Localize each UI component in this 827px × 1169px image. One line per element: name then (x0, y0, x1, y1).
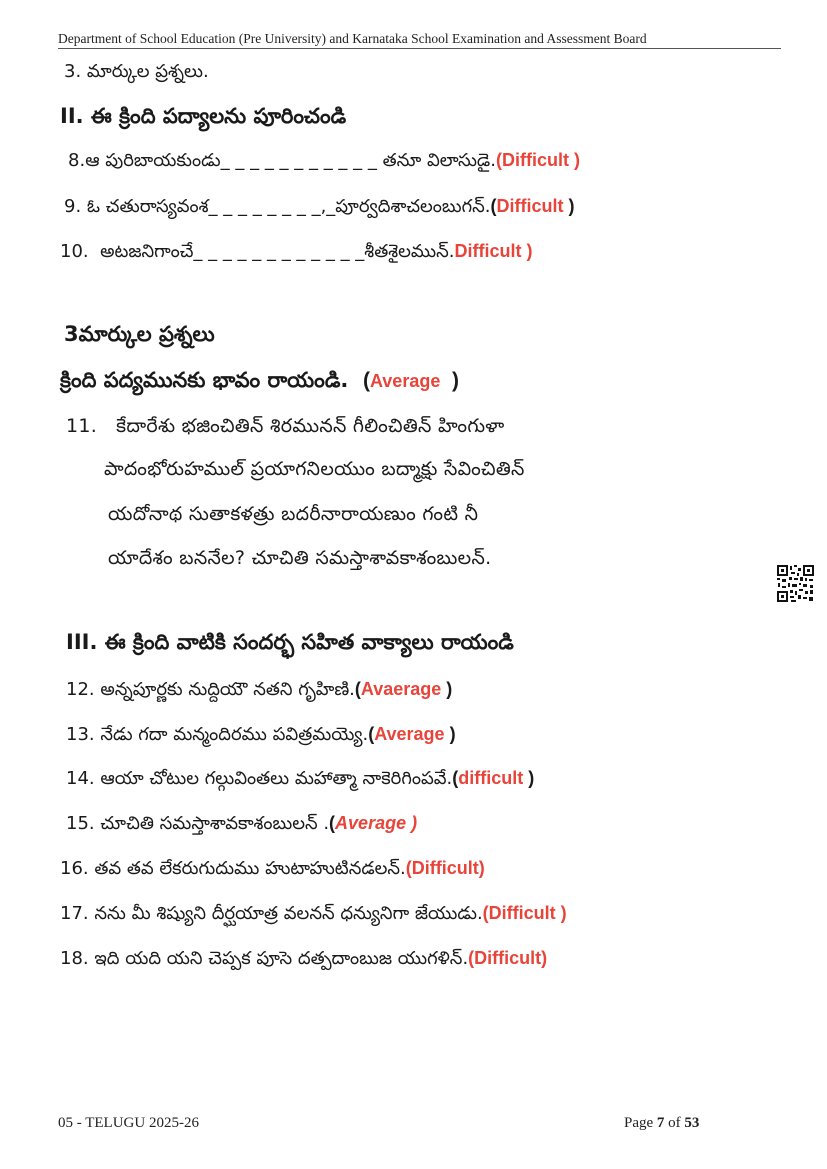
question-text: ఇది యది యని చెప్పక పూసె దత్పదాంబుజ యుగళిన్. (94, 948, 469, 969)
question-15: 15. చూచితి సమస్తాశావకాశంబులన్ .(Average ) (66, 813, 418, 834)
question-number: 14. (66, 768, 95, 789)
bhavam-heading: క్రింది పద్యమునకు భావం రాయండి. (Average ) (60, 368, 460, 392)
question-11-line-3: యదోనాథ సుతాకళత్రు బదరీనారాయణుం గంటి నీ (108, 503, 479, 525)
difficulty-close: ) (563, 196, 575, 216)
difficulty-close: ) (568, 150, 580, 170)
question-text: ఆయా చోటుల గల్గువింతలు మహాత్మా నాకెరిగింపవే. (100, 768, 453, 789)
question-11-line-1 (66, 414, 505, 438)
question-16: 16. తవ తవ లేకరుగుదుము హుటాహుటినడలన్.(Difficult) (60, 858, 485, 879)
question-18: 18. ఇది యది యని చెప్పక పూసె దత్పదాంబుజ యుగళిన్.(Difficult) (60, 948, 548, 969)
question-text: నను మీ శిష్యుని దీర్ఘయాత్ర వలనన్ ధన్యునిగా జేయుడు. (94, 903, 483, 924)
footer-left: 05 - TELUGU 2025-26 (58, 1115, 199, 1131)
difficulty-tag: Difficult) (474, 948, 548, 968)
question-text: ఆ పురిబాయకుండు_ _ _ _ _ _ _ _ _ _ _ తనూ విలాసుడై. (85, 150, 496, 171)
difficulty-open: ( (495, 150, 502, 170)
page-number: Page 7 of 53 (624, 1115, 700, 1131)
page-header: Department of School Education (Pre University) and Karnataka School Examination and Assessment Board (58, 31, 781, 49)
question-number: 18. (60, 948, 89, 969)
question-text: నేడు గదా మన్మందిరము పవిత్రమయ్యె. (100, 724, 369, 745)
section-heading-3-marks: 3మార్కుల ప్రశ్నలు (64, 322, 215, 346)
difficulty-tag: Average (369, 371, 441, 391)
difficulty-tag: Difficult (501, 150, 569, 170)
question-text: అటజనిగాంచే_ _ _ _ _ _ _ _ _ _ _ _శీతశైలమున్. (100, 241, 455, 262)
question-14: 14. ఆయా చోటుల గల్గువింతలు మహాత్మా నాకెరిగింపవే.(difficult ) (66, 768, 535, 789)
question-text: అన్నపూర్ణకు నుద్దియౌ నతని గృహిణి. (100, 679, 355, 700)
question-number: 12. (66, 679, 95, 700)
question-number: 15. (66, 813, 95, 834)
question-text: ఓ చతురాస్యవంశ_ _ _ _ _ _ _ _,_పూర్వదిశాచలంబుగన్. (86, 196, 491, 217)
question-9 (64, 194, 575, 219)
difficulty-open: ( (490, 196, 497, 216)
page-current: 7 (656, 1115, 665, 1131)
bhavam-heading-text: క్రింది పద్యమునకు భావం రాయండి. (60, 368, 349, 392)
question-8 (68, 148, 580, 173)
question-number: 9. (64, 196, 82, 217)
question-number: 16. (60, 858, 89, 879)
question-10 (60, 239, 533, 264)
question-number: 13. (66, 724, 95, 745)
verse-line: కేదారేశు భజించితిన్ శిరమునన్ గీలించితిన్ హింగుళా (116, 415, 505, 437)
section-label-3-marks: 3. మార్కుల ప్రశ్నలు. (64, 61, 209, 82)
difficulty-tag: Difficult ) (488, 903, 567, 923)
question-11-line-4: యాదేశం బననేల? చూచితి సమస్తాశావకాశంబులన్. (108, 547, 492, 569)
question-13: 13. నేడు గదా మన్మందిరము పవిత్రమయ్యె.(Average ) (66, 724, 456, 745)
question-12: 12. అన్నపూర్ణకు నుద్దియౌ నతని గృహిణి.(Avaerage ) (66, 679, 453, 700)
question-number: 17. (60, 903, 89, 924)
question-number: 8. (68, 150, 86, 171)
difficulty-tag: Average ) (335, 813, 418, 833)
question-number: 11. (66, 415, 98, 437)
qr-code-icon (776, 564, 815, 603)
question-17: 17. నను మీ శిష్యుని దీర్ఘయాత్ర వలనన్ ధన్యునిగా జేయుడు.(Difficult ) (60, 903, 567, 924)
question-text: చూచితి సమస్తాశావకాశంబులన్ . (100, 813, 330, 834)
difficulty-tag: Difficult ) (454, 241, 533, 261)
question-number: 10. (60, 241, 89, 262)
difficulty-tag: Difficult (496, 196, 564, 216)
section-heading-fill-in: II. ఈ క్రింది పద్యాలను పూరించండి (60, 104, 347, 128)
section-heading-context: III. ఈ క్రింది వాటికి సందర్భ సహిత వాక్యాలు రాయండి (66, 630, 514, 654)
difficulty-tag: Avaerage (360, 679, 442, 699)
difficulty-tag: Average (374, 724, 445, 744)
page-total: 53 (684, 1115, 700, 1131)
question-text: తవ తవ లేకరుగుదుము హుటాహుటినడలన్. (94, 858, 406, 879)
difficulty-tag: difficult (458, 768, 524, 788)
question-11-line-2: పాదంభోరుహముల్ ప్రయాగనిలయుం బద్మాక్షు సేవించితిన్ (104, 458, 525, 480)
difficulty-tag: Difficult) (411, 858, 485, 878)
